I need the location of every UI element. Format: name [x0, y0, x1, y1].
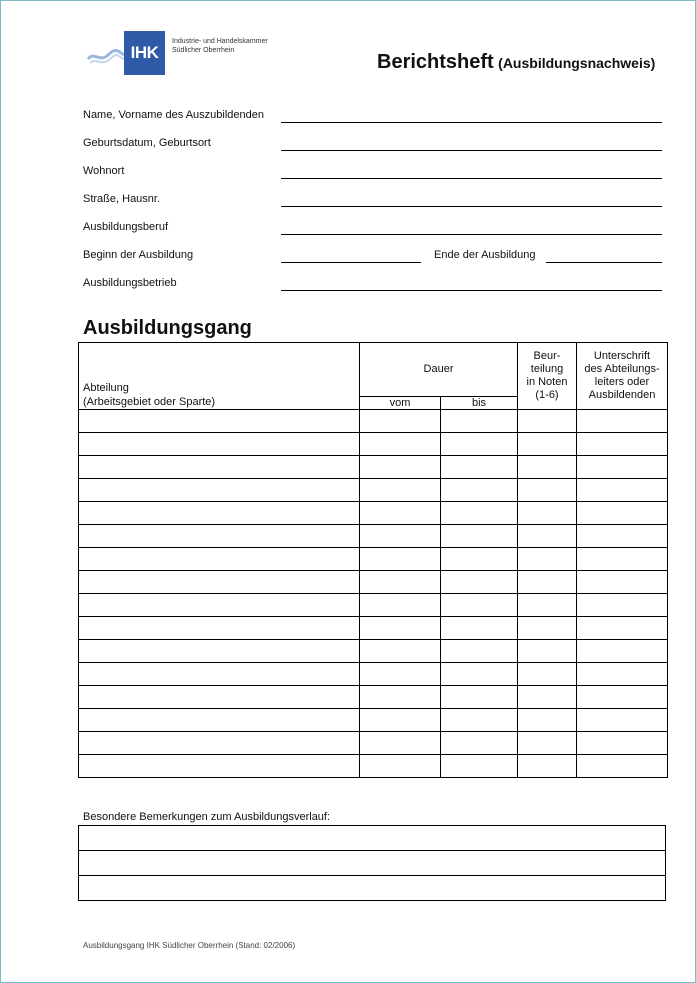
- from-cell[interactable]: [360, 571, 441, 594]
- from-cell[interactable]: [360, 548, 441, 571]
- training-table: [78, 342, 668, 778]
- start-field[interactable]: [281, 262, 421, 263]
- signature-cell[interactable]: [577, 709, 668, 732]
- table-row: [79, 617, 668, 640]
- table-row: [79, 479, 668, 502]
- remarks-row: [79, 851, 666, 876]
- start-label: Beginn der Ausbildung: [83, 249, 194, 261]
- from-cell[interactable]: [360, 732, 441, 755]
- title-main: Berichtsheft: [377, 51, 494, 73]
- street-field[interactable]: [281, 206, 662, 207]
- department-cell[interactable]: [79, 709, 360, 732]
- department-cell[interactable]: [79, 410, 360, 433]
- section-title: Ausbildungsgang: [83, 317, 252, 339]
- department-cell[interactable]: [79, 479, 360, 502]
- table-row: [79, 548, 668, 571]
- rating-cell[interactable]: [518, 594, 577, 617]
- name-label: Name, Vorname des Auszubildenden: [83, 109, 265, 121]
- department-cell[interactable]: [79, 548, 360, 571]
- table-row: [79, 502, 668, 525]
- department-cell[interactable]: [79, 686, 360, 709]
- to-cell[interactable]: [441, 502, 518, 525]
- header-rating-line3: in Noten: [526, 376, 568, 388]
- profession-field[interactable]: [281, 234, 662, 235]
- company-label: Ausbildungsbetrieb: [83, 277, 177, 289]
- rating-cell[interactable]: [518, 663, 577, 686]
- header-signature: [577, 343, 668, 410]
- from-cell[interactable]: [360, 594, 441, 617]
- table-row: [79, 640, 668, 663]
- remarks-row: [79, 876, 666, 901]
- signature-cell[interactable]: [577, 548, 668, 571]
- header-rating-line1: Beur-: [533, 350, 561, 362]
- org-name-line1: Industrie- und Handelskammer: [172, 38, 268, 45]
- from-cell[interactable]: [360, 640, 441, 663]
- signature-cell[interactable]: [577, 433, 668, 456]
- signature-cell[interactable]: [577, 640, 668, 663]
- wave-logo-icon: [86, 37, 124, 71]
- rating-cell[interactable]: [518, 617, 577, 640]
- rating-cell[interactable]: [518, 456, 577, 479]
- department-cell[interactable]: [79, 732, 360, 755]
- from-cell[interactable]: [360, 663, 441, 686]
- rating-cell[interactable]: [518, 548, 577, 571]
- table-row: [79, 594, 668, 617]
- table-row: [79, 571, 668, 594]
- header-department-line1: Abteilung: [83, 382, 129, 394]
- table-row: [79, 732, 668, 755]
- table-row: [79, 755, 668, 778]
- signature-cell[interactable]: [577, 617, 668, 640]
- profession-label: Ausbildungsberuf: [83, 221, 169, 233]
- ihk-logo: [86, 31, 276, 76]
- to-cell[interactable]: [441, 709, 518, 732]
- table-row: [79, 525, 668, 548]
- table-row: [79, 709, 668, 732]
- birth-label: Geburtsdatum, Geburtsort: [83, 137, 211, 149]
- remarks-line[interactable]: [79, 876, 666, 901]
- street-label: Straße, Hausnr.: [83, 193, 161, 205]
- residence-label: Wohnort: [83, 165, 125, 177]
- department-cell[interactable]: [79, 502, 360, 525]
- from-cell[interactable]: [360, 686, 441, 709]
- signature-cell[interactable]: [577, 755, 668, 778]
- rating-cell[interactable]: [518, 732, 577, 755]
- header-rating-line4: (1-6): [535, 389, 559, 401]
- signature-cell[interactable]: [577, 594, 668, 617]
- to-cell[interactable]: [441, 732, 518, 755]
- header-signature-line3: leiters oder: [594, 376, 650, 388]
- department-cell[interactable]: [79, 525, 360, 548]
- to-cell[interactable]: [441, 755, 518, 778]
- from-cell[interactable]: [360, 617, 441, 640]
- department-cell[interactable]: [79, 456, 360, 479]
- to-cell[interactable]: [441, 548, 518, 571]
- remarks-label: Besondere Bemerkungen zum Ausbildungsverlauf:: [83, 811, 331, 823]
- footer-text: Ausbildungsgang IHK Südlicher Oberrhein (Stand: 02/2006): [83, 941, 296, 950]
- from-cell[interactable]: [360, 525, 441, 548]
- to-cell[interactable]: [441, 617, 518, 640]
- to-cell[interactable]: [441, 640, 518, 663]
- header-rating-line2: teilung: [530, 363, 564, 375]
- end-field[interactable]: [546, 262, 662, 263]
- signature-cell[interactable]: [577, 571, 668, 594]
- signature-cell[interactable]: [577, 479, 668, 502]
- birth-field[interactable]: [281, 150, 662, 151]
- end-label: Ende der Ausbildung: [434, 249, 536, 261]
- rating-cell[interactable]: [518, 433, 577, 456]
- residence-field[interactable]: [281, 178, 662, 179]
- rating-cell[interactable]: [518, 502, 577, 525]
- from-cell[interactable]: [360, 410, 441, 433]
- rating-cell[interactable]: [518, 755, 577, 778]
- to-cell[interactable]: [441, 433, 518, 456]
- to-cell[interactable]: [441, 456, 518, 479]
- rating-cell[interactable]: [518, 709, 577, 732]
- department-cell[interactable]: [79, 617, 360, 640]
- header-signature-line1: Unterschrift: [593, 350, 651, 362]
- document-title: [377, 51, 655, 74]
- from-cell[interactable]: [360, 433, 441, 456]
- header-department: [79, 343, 360, 410]
- rating-cell[interactable]: [518, 686, 577, 709]
- title-subtitle: (Ausbildungsnachweis): [498, 55, 656, 71]
- from-cell[interactable]: [360, 502, 441, 525]
- department-cell[interactable]: [79, 755, 360, 778]
- to-cell[interactable]: [441, 686, 518, 709]
- department-cell[interactable]: [79, 640, 360, 663]
- signature-cell[interactable]: [577, 525, 668, 548]
- remarks-row: [79, 826, 666, 851]
- header-department-line2: (Arbeitsgebiet oder Sparte): [83, 396, 216, 408]
- signature-cell[interactable]: [577, 456, 668, 479]
- table-row: [79, 433, 668, 456]
- header-from: vom: [360, 396, 441, 409]
- logo-text: IHK: [124, 31, 165, 75]
- to-cell[interactable]: [441, 663, 518, 686]
- remarks-table: [78, 825, 666, 901]
- signature-cell[interactable]: [577, 410, 668, 433]
- name-field[interactable]: [281, 122, 662, 123]
- to-cell[interactable]: [441, 525, 518, 548]
- header-duration: Dauer: [360, 343, 518, 397]
- department-cell[interactable]: [79, 571, 360, 594]
- rating-cell[interactable]: [518, 479, 577, 502]
- company-field[interactable]: [281, 290, 662, 291]
- table-row: [79, 663, 668, 686]
- from-cell[interactable]: [360, 456, 441, 479]
- signature-cell[interactable]: [577, 732, 668, 755]
- header-signature-line2: des Abteilungs-: [584, 363, 660, 375]
- signature-cell[interactable]: [577, 502, 668, 525]
- to-cell[interactable]: [441, 594, 518, 617]
- table-row: [79, 686, 668, 709]
- table-row: [79, 456, 668, 479]
- rating-cell[interactable]: [518, 571, 577, 594]
- to-cell[interactable]: [441, 479, 518, 502]
- to-cell[interactable]: [441, 571, 518, 594]
- department-cell[interactable]: [79, 663, 360, 686]
- from-cell[interactable]: [360, 479, 441, 502]
- remarks-line[interactable]: [79, 826, 666, 851]
- signature-cell[interactable]: [577, 663, 668, 686]
- department-cell[interactable]: [79, 433, 360, 456]
- remarks-line[interactable]: [79, 851, 666, 876]
- department-cell[interactable]: [79, 594, 360, 617]
- from-cell[interactable]: [360, 755, 441, 778]
- org-name-line2: Südlicher Oberrhein: [172, 47, 235, 54]
- rating-cell[interactable]: [518, 640, 577, 663]
- header-rating: [518, 343, 577, 410]
- rating-cell[interactable]: [518, 525, 577, 548]
- header-signature-line4: Ausbildenden: [588, 389, 656, 401]
- header-to: bis: [441, 396, 518, 409]
- table-row: [79, 410, 668, 433]
- signature-cell[interactable]: [577, 686, 668, 709]
- to-cell[interactable]: [441, 410, 518, 433]
- from-cell[interactable]: [360, 709, 441, 732]
- rating-cell[interactable]: [518, 410, 577, 433]
